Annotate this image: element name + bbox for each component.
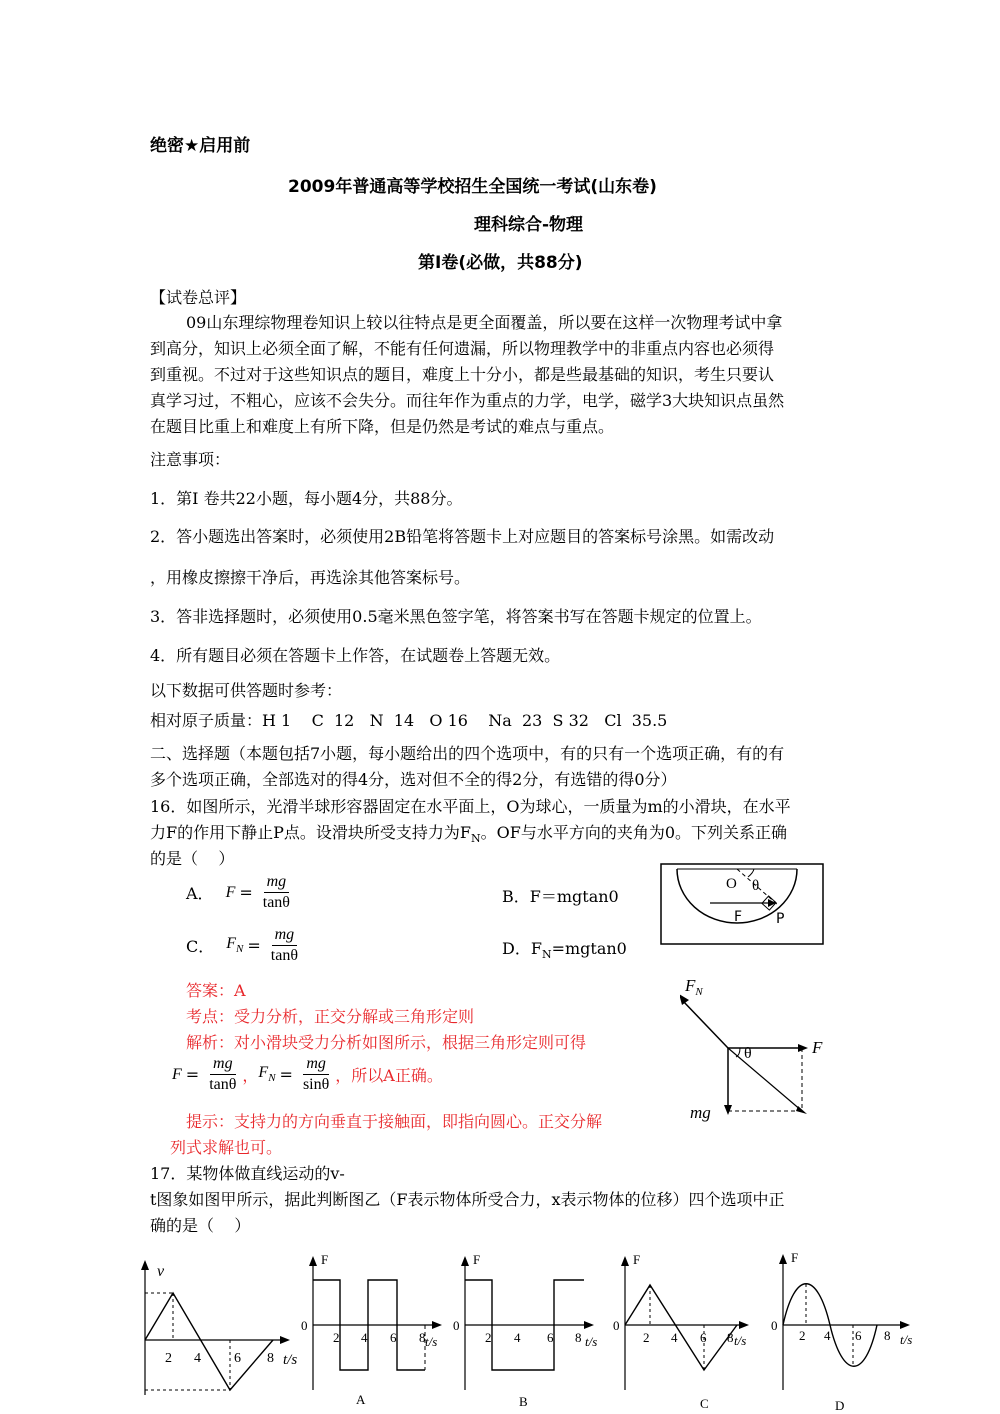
graph-c-t-label: t/s bbox=[734, 1333, 747, 1348]
graph-d-t-label: t/s bbox=[900, 1332, 913, 1347]
fig2-fn-label: $F_N$ bbox=[685, 976, 703, 998]
graph-c-f-label: F bbox=[633, 1252, 641, 1267]
review-heading: 【试卷总评】 bbox=[150, 288, 247, 307]
graph-b-tick: 2 bbox=[485, 1330, 492, 1345]
vt-t-label: t/s bbox=[283, 1352, 298, 1368]
review-line: 09山东理综物理卷知识上较以往特点是更全面覆盖，所以要在这样一次物理考试中拿 bbox=[186, 313, 783, 332]
fig2-theta-label: θ bbox=[744, 1045, 752, 1062]
graph-d-letter: D bbox=[835, 1398, 845, 1410]
graph-d-tick: 6 bbox=[855, 1328, 862, 1343]
vt-tick: 4 bbox=[194, 1351, 201, 1366]
fig2-f-label: F bbox=[812, 1038, 823, 1057]
note-item: 3．答非选择题时，必须使用0.5毫米黑色签字笔，将答案书写在答题卡规定的位置上。 bbox=[150, 607, 762, 626]
option-a-graph bbox=[295, 1250, 455, 1410]
graph-b-tick: 8 bbox=[575, 1330, 582, 1345]
graph-b-tick: 4 bbox=[514, 1330, 521, 1345]
graph-c-tick: 8 bbox=[727, 1330, 734, 1345]
graph-a-t-label: t/s bbox=[425, 1334, 438, 1349]
q16-option-d: D．$F_N=mgtan0$ bbox=[502, 939, 627, 962]
vt-tick: 8 bbox=[267, 1351, 274, 1366]
q16-option-c: C． $F_N$ = $\frac{mg}{\tan\theta}$ bbox=[186, 926, 298, 964]
q17-stem: 17．某物体做直线运动的v- bbox=[150, 1164, 345, 1183]
exam-subject: 理科综合-物理 bbox=[474, 215, 584, 235]
q16-tip: 列式求解也可。 bbox=[170, 1138, 283, 1157]
vt-graph bbox=[135, 1250, 315, 1400]
q16-stem: 力F的作用下静止P点。设滑块所受支持力为$F_N$。OF与水平方向的夹角为0。下列关系正确 bbox=[150, 823, 788, 846]
review-line: 到高分，知识上必须全面了解，不能有任何遗漏，所以物理教学中的非重点内容也必须得 bbox=[150, 339, 775, 358]
section2-line: 二、选择题（本题包括7小题，每小题给出的四个选项中，有的只有一个选项正确，有的有 bbox=[150, 744, 785, 763]
option-c-graph bbox=[607, 1250, 767, 1410]
graph-b-f-label: F bbox=[473, 1252, 481, 1267]
fig2-mg-label: mg bbox=[690, 1103, 711, 1122]
graph-b-t-label: t/s bbox=[585, 1334, 598, 1349]
force-triangle-figure bbox=[680, 975, 840, 1125]
notes-heading: 注意事项： bbox=[150, 450, 231, 469]
graph-a-zero: 0 bbox=[301, 1318, 308, 1333]
graph-a-tick: 2 bbox=[333, 1330, 340, 1345]
fig1-o-label: O bbox=[726, 876, 737, 892]
vt-tick: 6 bbox=[234, 1351, 241, 1366]
graph-c-letter: C bbox=[700, 1396, 709, 1410]
graph-d-tick: 8 bbox=[884, 1328, 891, 1343]
graph-a-letter: A bbox=[356, 1392, 366, 1407]
fig1-p-label: P bbox=[776, 911, 785, 927]
review-line: 真学习过，不粗心，应该不会失分。而往年作为重点的力学，电学，磁学3大块知识点虽然 bbox=[150, 391, 785, 410]
note-item: 4．所有题目必须在答题卡上作答，在试题卷上答题无效。 bbox=[150, 646, 561, 665]
hemisphere-figure bbox=[660, 863, 824, 945]
fig1-f-label: F bbox=[734, 909, 743, 925]
q16-kaodian: 考点：受力分析，正交分解或三角形定则 bbox=[186, 1007, 475, 1026]
review-line: 到重视。不过对于这些知识点的题目，难度上十分小，都是些最基础的知识，考生只要认 bbox=[150, 365, 775, 384]
graph-d-tick: 2 bbox=[799, 1328, 806, 1343]
q16-jiexi: 解析：对小滑块受力分析如图所示，根据三角形定则可得 bbox=[186, 1033, 587, 1052]
q17-stem: 确的是（ ） bbox=[150, 1216, 251, 1235]
graph-c-tick: 4 bbox=[671, 1330, 678, 1345]
atomic-masses: 相对原子质量：H 1 C 12 N 14 O 16 Na 23 S 32 Cl 35.5 bbox=[150, 711, 668, 730]
graph-c-tick: 2 bbox=[643, 1330, 650, 1345]
q16-option-a: A． F = $\frac{mg}{\tan\theta}$ bbox=[186, 873, 290, 911]
review-line: 在题目比重上和难度上有所下降，但是仍然是考试的难点与重点。 bbox=[150, 417, 615, 436]
q16-answer: 答案：A bbox=[186, 981, 246, 1000]
graph-d-f-label: F bbox=[791, 1250, 799, 1265]
q16-solution-eq: F = $\frac{mg}{\tan\theta}$ ， $F_N$ = $\frac{mg}{\sin\theta}$ ，所以A正确。 bbox=[172, 1055, 443, 1093]
option-d-graph bbox=[765, 1250, 930, 1410]
q16-option-b: B．F＝mgtan0 bbox=[502, 887, 619, 906]
graph-a-tick: 4 bbox=[361, 1330, 368, 1345]
secret-label: 绝密★启用前 bbox=[150, 136, 251, 156]
exam-title: 2009年普通高等学校招生全国统一考试(山东卷) bbox=[288, 177, 657, 197]
note-item: 1．第I 卷共22小题，每小题4分，共88分。 bbox=[150, 489, 463, 508]
q17-stem: t图象如图甲所示，据此判断图乙（F表示物体所受合力，x表示物体的位移）四个选项中正 bbox=[150, 1190, 785, 1209]
graph-d-tick: 4 bbox=[824, 1328, 831, 1343]
graph-c-zero: 0 bbox=[613, 1318, 620, 1333]
note-item: 2．答小题选出答案时，必须使用2B铅笔将答题卡上对应题目的答案标号涂黑。如需改动 bbox=[150, 527, 775, 546]
note-item: ，用橡皮擦擦干净后，再选涂其他答案标号。 bbox=[150, 568, 471, 587]
option-b-graph bbox=[447, 1250, 607, 1410]
notes-ref: 以下数据可供答题时参考： bbox=[150, 681, 343, 700]
section2-line: 多个选项正确，全部选对的得4分，选对但不全的得2分，有选错的得0分） bbox=[150, 770, 677, 789]
graph-b-letter: B bbox=[519, 1394, 528, 1409]
exam-part: 第Ⅰ卷(必做，共88分) bbox=[418, 253, 583, 273]
graph-a-tick: 6 bbox=[390, 1330, 397, 1345]
q16-stem: 16．如图所示，光滑半球形容器固定在水平面上，O为球心，一质量为m的小滑块，在水平 bbox=[150, 797, 791, 816]
graph-c-tick: 6 bbox=[700, 1330, 707, 1345]
graph-d-zero: 0 bbox=[771, 1318, 778, 1333]
graph-b-tick: 6 bbox=[547, 1330, 554, 1345]
graph-a-tick: 8 bbox=[419, 1330, 426, 1345]
graph-b-zero: 0 bbox=[453, 1318, 460, 1333]
q16-stem: 的是（ ） bbox=[150, 849, 235, 868]
fig1-theta-label: θ bbox=[752, 878, 760, 894]
vt-v-label: v bbox=[157, 1263, 165, 1280]
vt-tick: 2 bbox=[165, 1351, 172, 1366]
q16-tip: 提示：支持力的方向垂直于接触面，即指向圆心。正交分解 bbox=[186, 1112, 603, 1131]
graph-a-f-label: F bbox=[321, 1252, 329, 1267]
